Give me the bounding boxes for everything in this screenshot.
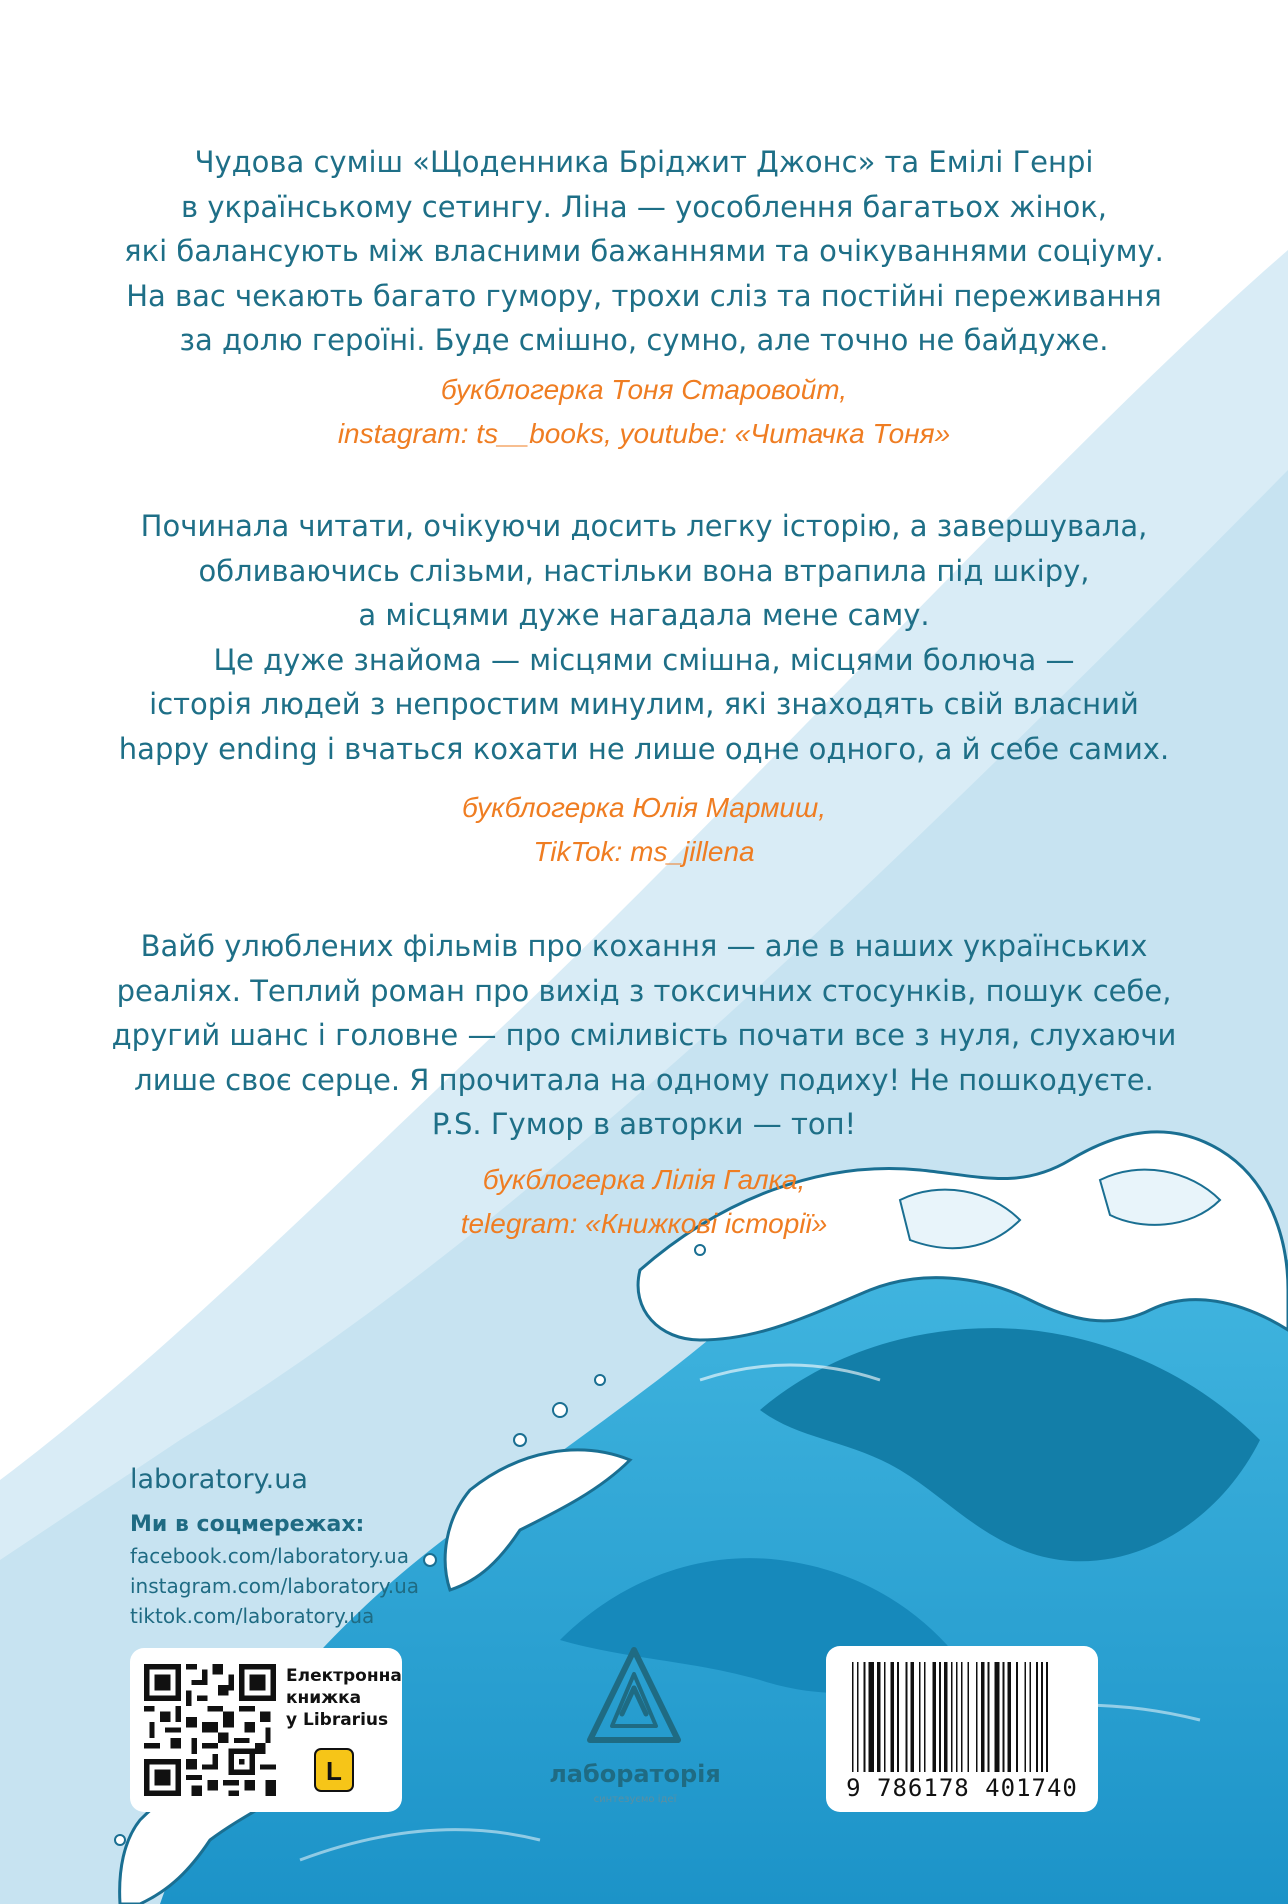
barcode-bar — [897, 1662, 899, 1772]
review-line: а місцями дуже нагадала мене саму. — [358, 598, 930, 632]
author-line: букблогерка Лілія Галка, — [482, 1164, 806, 1195]
barcode-bar — [968, 1662, 970, 1772]
author-line: букблогерка Юлія Мармиш, — [461, 792, 826, 823]
ebook-label-line3: у Librarius — [286, 1710, 389, 1730]
barcode-bar — [891, 1662, 894, 1772]
barcode-card — [826, 1646, 1098, 1812]
barcode-bar — [1016, 1662, 1018, 1772]
review-line: в українському сетингу. Ліна — уособлення багатьох жінок, — [181, 189, 1107, 224]
author-line: букблогерка Тоня Старовойт, — [440, 374, 848, 405]
barcode-bar — [906, 1662, 908, 1772]
review-line: які балансують між власними бажаннями та очікуваннями соціуму. — [124, 234, 1164, 268]
barcode-bar — [939, 1662, 941, 1772]
laboratoria-logo-icon — [582, 1644, 686, 1756]
review-author-3 — [100, 1158, 1188, 1246]
review-line: Чудова суміш «Щоденника Бріджит Джонс» та Емілі Генрі — [194, 145, 1094, 179]
review-line: Це дуже знайома — місцями смішна, місцями болюча — — [213, 642, 1075, 677]
ebook-label-line2: книжка — [286, 1688, 362, 1708]
barcode-bar — [919, 1662, 921, 1772]
barcode-bar — [877, 1662, 880, 1772]
review-text-3 — [100, 924, 1188, 1147]
barcode-bar — [924, 1662, 926, 1772]
barcode-bar — [1030, 1662, 1032, 1772]
review-line: Вайб улюблених фільмів про кохання — але в наших українських — [140, 929, 1148, 963]
review-author-1 — [100, 368, 1188, 456]
barcode-bar — [1041, 1662, 1043, 1772]
barcode-bar — [956, 1662, 958, 1772]
barcode-bar — [1046, 1662, 1048, 1772]
ebook-qr-card — [130, 1648, 402, 1812]
barcode-icon — [850, 1658, 1074, 1776]
librarius-logo-icon — [314, 1748, 354, 1792]
review-line: історія людей з непростим минулим, які знаходять свій власний — [149, 687, 1139, 721]
review-line: happy ending і вчаться кохати не лише одне одного, а й себе самих. — [118, 731, 1170, 766]
review-line: за долю героїні. Буде смішно, сумно, але точно не байдуже. — [179, 323, 1109, 357]
ebook-label-line1: Електронна — [286, 1666, 402, 1686]
barcode-bar — [884, 1662, 886, 1772]
publisher-logo-name: лабораторія — [549, 1760, 721, 1788]
barcode-bar — [976, 1662, 978, 1772]
review-line: Починала читати, очікуючи досить легку історію, а завершувала, — [140, 509, 1148, 543]
review-text-1 — [100, 140, 1188, 363]
review-text-2 — [100, 504, 1188, 771]
barcode-bar — [1008, 1662, 1011, 1772]
review-line: обливаючись слізьми, настільки вона втрапила під шкіру, — [198, 553, 1090, 588]
review-line: реаліях. Теплий роман про вихід з токсичних стосунків, пошук себе, — [116, 973, 1172, 1008]
review-line: P.S. Гумор в авторки — топ! — [431, 1107, 857, 1141]
review-line: лише своє серце. Я прочитала на одному подиху! Не пошкодуєте. — [134, 1062, 1154, 1097]
barcode-bar — [951, 1662, 953, 1772]
barcode-bar — [852, 1662, 854, 1772]
review-author-2 — [100, 786, 1188, 874]
barcode-bar — [1003, 1662, 1005, 1772]
social-link-facebook: facebook.com/laboratory.ua — [130, 1544, 409, 1568]
librarius-letter: L — [326, 1756, 342, 1786]
publisher-logo-tagline: синтезуємо ідеї — [593, 1794, 677, 1805]
barcode-bar — [961, 1662, 963, 1772]
barcode-bar — [864, 1662, 866, 1772]
barcode-bar — [1036, 1662, 1038, 1772]
review-line: другий шанс і головне — про сміливість почати все з нуля, слухаючи — [111, 1018, 1177, 1052]
barcode-bar — [1025, 1662, 1027, 1772]
barcode-bar — [911, 1662, 914, 1772]
barcode-bar — [994, 1662, 999, 1772]
barcode-bar — [981, 1662, 984, 1772]
social-heading: Ми в соцмережах: — [130, 1512, 365, 1537]
review-line: На вас чекають багато гумору, трохи сліз та постійні переживання — [126, 278, 1162, 313]
author-line: TikTok: ms_jillena — [533, 836, 755, 867]
barcode-bar — [857, 1662, 859, 1772]
isbn-number: 9 786178 401740 — [846, 1774, 1078, 1802]
barcode-bar — [932, 1662, 935, 1772]
barcode-bar — [944, 1662, 947, 1772]
author-line: telegram: «Книжкові історії» — [460, 1208, 828, 1239]
publisher-website: laboratory.ua — [130, 1464, 308, 1495]
barcode-bar — [869, 1662, 874, 1772]
qr-code-icon — [144, 1664, 276, 1796]
social-link-instagram: instagram.com/laboratory.ua — [130, 1574, 420, 1598]
author-line: instagram: ts__books, youtube: «Читачка Тоня» — [337, 418, 951, 449]
social-link-tiktok: tiktok.com/laboratory.ua — [130, 1604, 375, 1628]
barcode-bar — [988, 1662, 990, 1772]
